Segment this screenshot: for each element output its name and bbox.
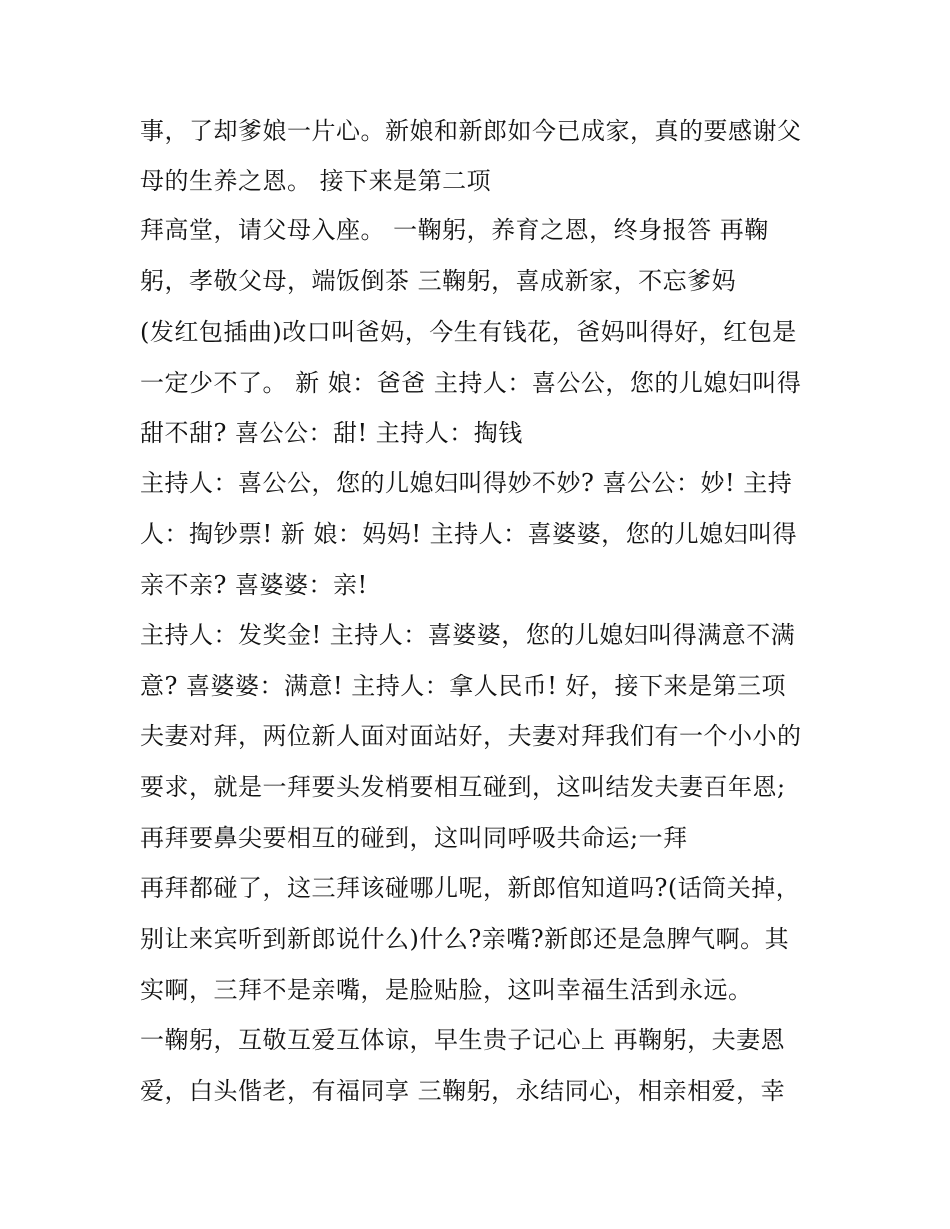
text-line: 主持人：发奖金! 主持人：喜婆婆，您的儿媳妇叫得满意不满 bbox=[140, 621, 796, 649]
text-line: 拜高堂，请父母入座。 一鞠躬，养育之恩，终身报答 再鞠 bbox=[140, 216, 769, 244]
text-line: 别让来宾听到新郎说什么)什么?亲嘴?新郎还是急脾气啊。其 bbox=[140, 925, 790, 953]
text-line: 一定少不了。 新 娘：爸爸 主持人：喜公公，您的儿媳妇叫得 bbox=[140, 369, 802, 397]
text-line: 意? 喜婆婆：满意! 主持人：拿人民币! 好，接下来是第三项 bbox=[140, 672, 787, 700]
text-line: 再拜都碰了，这三拜该碰哪儿呢，新郎倌知道吗?(话筒关掉， bbox=[140, 874, 801, 902]
text-line: 夫妻对拜，两位新人面对面站好，夫妻对拜我们有一个小小的 bbox=[140, 722, 802, 750]
text-line: 主持人：喜公公，您的儿媳妇叫得妙不妙? 喜公公：妙! 主持 bbox=[140, 469, 793, 497]
text-line: 一鞠躬，互敬互爱互体谅，早生贵子记心上 再鞠躬，夫妻恩 bbox=[140, 1026, 786, 1054]
text-line: 事，了却爹娘一片心。新娘和新郎如今已成家，真的要感谢父 bbox=[140, 117, 802, 145]
text-line: (发红包插曲)改口叫爸妈，今生有钱花，爸妈叫得好，红包是 bbox=[140, 318, 797, 346]
text-line: 再拜要鼻尖要相互的碰到，这叫同呼吸共命运;一拜 bbox=[140, 824, 688, 852]
text-line: 实啊，三拜不是亲嘴，是脸贴脸，这叫幸福生活到永远。 bbox=[140, 976, 753, 1004]
text-line: 躬，孝敬父母，端饭倒茶 三鞠躬，喜成新家，不忘爹妈 bbox=[140, 267, 737, 295]
text-line: 亲不亲? 喜婆婆：亲! bbox=[140, 571, 368, 599]
text-line: 爱，白头偕老，有福同享 三鞠躬，永结同心，相亲相爱，幸 bbox=[140, 1077, 786, 1105]
text-line: 要求，就是一拜要头发梢要相互碰到，这叫结发夫妻百年恩; bbox=[140, 773, 786, 801]
text-line: 甜不甜? 喜公公：甜! 主持人：掏钱 bbox=[140, 419, 523, 447]
text-line: 母的生养之恩。 接下来是第二项 bbox=[140, 167, 492, 195]
text-line: 人：掏钞票! 新 娘：妈妈! 主持人：喜婆婆，您的儿媳妇叫得 bbox=[140, 520, 798, 548]
